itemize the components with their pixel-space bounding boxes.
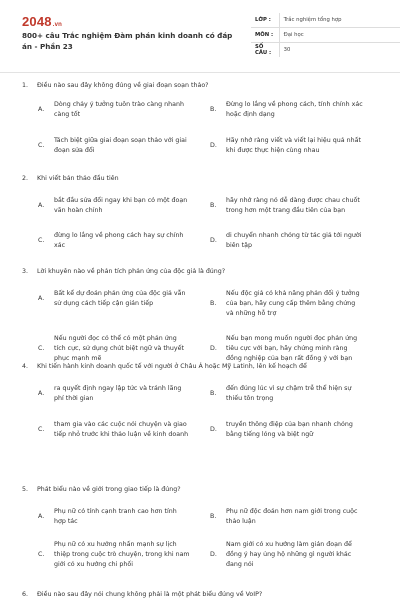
answer-option[interactable]	[210, 507, 378, 527]
answer-option[interactable]	[210, 540, 378, 571]
answer-option[interactable]	[38, 289, 206, 309]
option-text-line: đang nói	[226, 561, 254, 569]
option-text-line: di chuyển nhanh chóng từ tác giả tới người	[226, 232, 362, 239]
answer-option[interactable]	[38, 100, 206, 120]
question-item	[22, 175, 382, 185]
option-text	[54, 334, 204, 365]
logo-suffix: .vn	[52, 22, 63, 28]
answer-option[interactable]	[210, 136, 378, 156]
option-text-line: thảo luận	[226, 518, 256, 526]
header-divider	[0, 72, 400, 73]
option-text-line: Nếu người đọc có thể có một phản ứng	[54, 335, 177, 342]
meta-key: LỚP :	[251, 13, 279, 28]
option-letter: C.	[38, 345, 45, 353]
option-text	[54, 507, 204, 527]
option-letter: A.	[38, 202, 45, 210]
option-text	[226, 384, 376, 404]
option-text-line: Phụ nữ có xu hướng nhấn mạnh sự lịch	[54, 541, 177, 548]
option-letter: D.	[210, 345, 217, 353]
question-number: 2.	[22, 175, 29, 182]
answer-option[interactable]	[210, 231, 378, 251]
answer-option[interactable]	[210, 196, 378, 216]
option-letter: D.	[210, 426, 217, 434]
answer-option[interactable]	[38, 196, 206, 216]
option-letter: B.	[210, 390, 217, 398]
option-text-line: Nam giới có xu hướng làm gián đoạn để	[226, 541, 352, 548]
option-text-line: bắt đầu sửa đổi ngay khi bạn có một đoạn	[54, 197, 188, 204]
question-number: 3.	[22, 268, 29, 275]
meta-value: Đại học	[279, 28, 400, 43]
option-text-line: văn hoàn chỉnh	[54, 207, 103, 215]
option-text-line: tiêu cực với bạn, hãy chứng minh ràng	[226, 345, 348, 353]
option-text-line: Nếu độc giả có khả năng phản đối ý tưởng	[226, 290, 360, 297]
option-text-line: giới có xu hướng chi phối	[54, 561, 134, 569]
question-number: 6.	[22, 591, 29, 598]
question-item	[22, 363, 382, 373]
option-text-line: Dòng chảy ý tưởng tuôn trào càng nhanh	[54, 101, 184, 108]
option-text-line: tiếp nhỏ trước khi thảo luận về kinh doanh	[54, 431, 189, 439]
question-text: Phát biểu nào về giới trong giao tiếp là đúng?	[37, 486, 181, 493]
option-letter: A.	[38, 390, 45, 398]
meta-table	[251, 13, 400, 57]
option-text-line: Tách biệt giữa giai đoạn soạn thảo với giai	[54, 137, 187, 144]
option-text-line: truyền thông điệp của bạn nhanh chóng	[226, 421, 353, 428]
option-text-line: Hãy nhớ ràng viết và viết lại hiệu quả nhất	[226, 137, 361, 144]
option-text-line: Phụ nữ độc đoán hơn nam giới trong cuộc	[226, 508, 358, 515]
option-text-line: xác	[54, 242, 66, 250]
answer-option[interactable]	[38, 540, 206, 571]
option-text	[54, 384, 204, 404]
option-letter: B.	[210, 202, 217, 210]
option-text-line: Phụ nữ có tính cạnh tranh cao hơn tính	[54, 508, 177, 515]
option-text	[54, 136, 204, 156]
meta-value: 30	[283, 47, 291, 53]
question-number: 4.	[22, 363, 29, 370]
meta-row-class	[251, 13, 400, 28]
answer-option[interactable]	[38, 136, 206, 156]
question-text: Điều nào sau đây nói chung không phải là một phát biểu đúng về VoIP?	[37, 591, 263, 598]
option-letter: A.	[38, 295, 45, 303]
option-text-line: khi được thực hiện cùng nhau	[226, 147, 320, 155]
option-text-line: phí thời gian	[54, 395, 94, 403]
question-number: 1.	[22, 82, 29, 89]
option-text-line: đồng nghiệp của bạn rất đồng ý với bạn	[226, 355, 353, 363]
answer-option[interactable]	[38, 384, 206, 404]
answer-option[interactable]	[38, 420, 206, 440]
option-letter: A.	[38, 106, 45, 114]
option-text	[54, 196, 204, 216]
answer-option[interactable]	[210, 289, 378, 320]
answer-option[interactable]	[210, 100, 378, 120]
question-item	[22, 486, 382, 496]
option-text-line: tích cực, sử dụng chút biệt ngữ và thuyết	[54, 345, 184, 353]
answer-option[interactable]	[210, 384, 378, 404]
option-letter: C.	[38, 426, 45, 434]
option-text-line: tham gia vào các cuộc nói chuyện và giao	[54, 421, 187, 428]
meta-row-subject	[251, 28, 400, 43]
answer-option[interactable]	[38, 507, 206, 527]
question-text: Khi viết bản thảo đầu tiên	[37, 175, 119, 182]
option-text-line: hoặc định dạng	[226, 111, 275, 119]
meta-key: MÔN :	[251, 28, 279, 43]
option-text-line: đừng lo lắng về phong cách hay sự chính	[54, 232, 184, 239]
option-letter: B.	[210, 106, 217, 114]
option-text-line: và những hỗ trợ	[226, 310, 277, 318]
answer-option[interactable]	[210, 334, 378, 365]
option-text-line: hợp tác	[54, 518, 78, 526]
option-text-line: thiệp trong cuộc trò chuyện, trong khi nam	[54, 551, 190, 559]
option-text	[226, 334, 376, 365]
question-text: Khi tiến hành kinh doanh quốc tế với người ở Châu Á hoặc Mỹ Latinh, lên kế hoạch để	[37, 363, 307, 370]
option-letter: D.	[210, 237, 217, 245]
option-text	[226, 289, 376, 320]
question-text: Điều nào sau đây không đúng về giai đoạn soạn thảo?	[37, 82, 209, 89]
option-letter: B.	[210, 513, 217, 521]
option-text	[226, 100, 376, 120]
meta-value: Trắc nghiệm tổng hợp	[279, 13, 400, 28]
option-letter: C.	[38, 142, 45, 150]
option-text	[226, 507, 376, 527]
meta-row-count	[251, 43, 400, 58]
option-text	[54, 100, 204, 120]
logo-main: 2048	[22, 14, 52, 29]
option-text	[54, 420, 204, 440]
header	[0, 0, 400, 68]
option-letter: B.	[210, 300, 217, 308]
option-text	[226, 420, 376, 440]
option-text	[54, 289, 204, 309]
option-text-line: bằng tiếng lóng và biệt ngữ	[226, 431, 314, 439]
question-text: Lời khuyên nào về phản tích phản ứng của độc giả là đúng?	[37, 268, 226, 275]
page-title: 800+ câu Trắc nghiệm Đàm phán kinh doanh có đáp án - Phần 23	[22, 31, 233, 51]
option-letter: A.	[38, 513, 45, 521]
option-text-line: đến đúng lúc vì sự chậm trễ thể hiện sự	[226, 385, 352, 392]
option-text	[226, 231, 376, 251]
option-text	[226, 196, 376, 216]
option-text-line: biên tập	[226, 242, 252, 250]
option-letter: C.	[38, 237, 45, 245]
option-text-line: Đừng lo lắng về phong cách, tính chính xác	[226, 101, 363, 108]
meta-key: SỐ CÂU :	[251, 43, 279, 58]
option-text-line: trong hơn một trang đầu tiên của bạn	[226, 207, 346, 215]
option-letter: D.	[210, 142, 217, 150]
option-letter: D.	[210, 551, 217, 559]
option-letter: C.	[38, 551, 45, 559]
option-text-line: càng tốt	[54, 111, 81, 119]
option-text	[54, 540, 204, 571]
answer-option[interactable]	[210, 420, 378, 440]
option-text	[226, 136, 376, 156]
option-text-line: phục mạnh mẽ	[54, 355, 102, 363]
option-text	[226, 540, 376, 571]
option-text-line: đồng ý hay ủng hộ những gì người khác	[226, 551, 352, 559]
answer-option[interactable]	[38, 334, 206, 365]
option-text-line: thiếu tôn trọng	[226, 395, 274, 403]
site-logo[interactable]	[22, 14, 62, 29]
option-text-line: ra quyết định ngay lập tức và tránh lãng	[54, 385, 182, 392]
question-number: 5.	[22, 486, 29, 493]
option-text-line: Nếu bạn mong muốn người đọc phản ứng	[226, 335, 358, 342]
option-text-line: sử dụng cách tiếp cận gián tiếp	[54, 300, 154, 308]
option-text-line: hãy nhớ ràng nó dễ dàng được chau chuốt	[226, 197, 360, 204]
answer-option[interactable]	[38, 231, 206, 251]
question-item	[22, 268, 382, 278]
option-text-line: của bạn, hãy cung cấp thêm bằng chứng	[226, 300, 356, 308]
question-item	[22, 82, 382, 92]
option-text	[54, 231, 204, 251]
option-text-line: đoạn sửa đổi	[54, 147, 95, 155]
option-text-line: Bất kể dự đoán phản ứng của độc giả vẫn	[54, 290, 186, 297]
